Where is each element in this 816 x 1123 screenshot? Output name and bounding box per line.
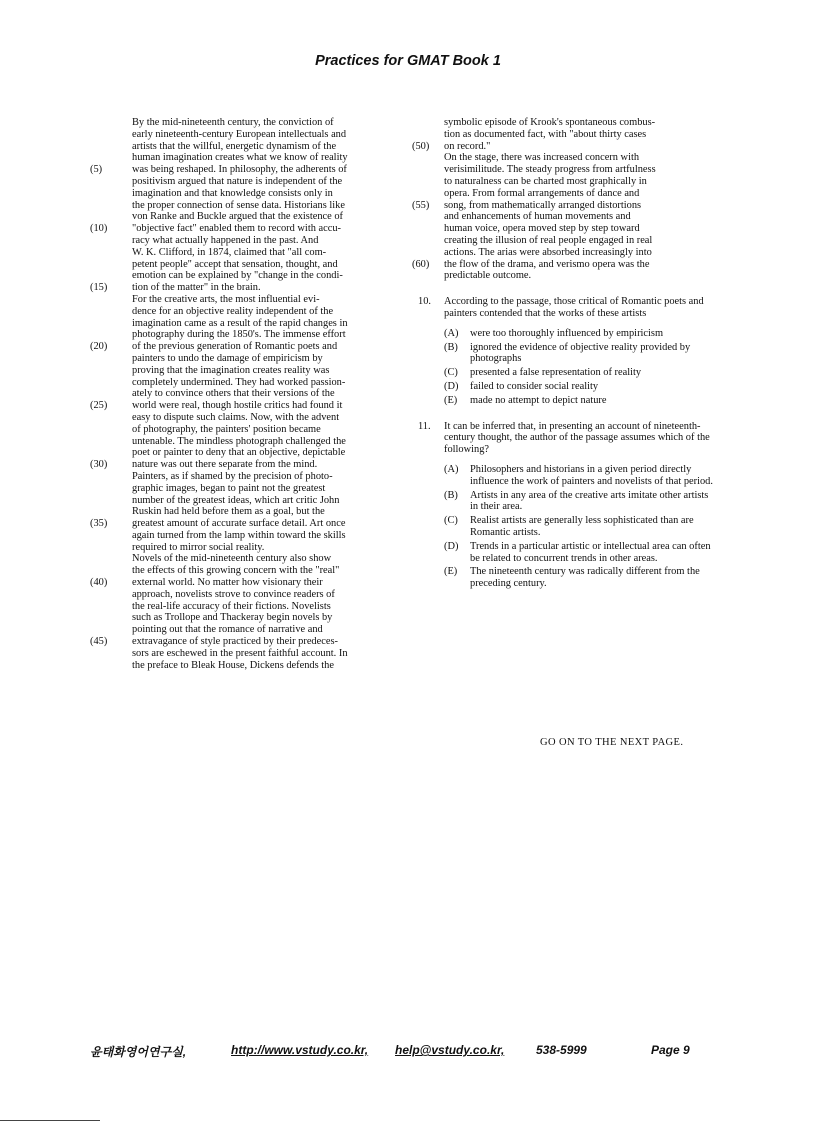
answer-option[interactable] [444, 395, 717, 407]
line-text: verisimilitude. The steady progress from artfulness [444, 164, 656, 176]
passage-line [90, 506, 390, 518]
line-text: painters to undo the damage of empiricism by [132, 352, 323, 364]
passage-line [90, 294, 390, 306]
passage-line [90, 483, 390, 495]
line-number: (60) [412, 258, 430, 270]
option-text: The nineteenth century was radically different from the preceding century. [470, 566, 700, 590]
line-text: symbolic episode of Krook's spontaneous combus- [444, 117, 656, 128]
line-text: again turned from the lamp within toward the skills [132, 529, 346, 541]
line-text: untenable. The mindless photograph challenged the [132, 435, 346, 447]
passage-line [90, 612, 390, 624]
line-number: (55) [412, 199, 430, 211]
passage-line [90, 400, 390, 412]
passage-line [412, 117, 717, 129]
question-10 [412, 296, 717, 406]
line-number: (40) [90, 577, 108, 589]
line-text: was being reshaped. In philosophy, the adherents of [132, 164, 347, 176]
passage-line [90, 176, 390, 188]
line-text: extravagance of style practiced by their predeces- [132, 636, 338, 648]
question-11 [412, 421, 717, 590]
passage-right-column [412, 117, 717, 590]
passage-line [90, 565, 390, 577]
passage-line [412, 223, 717, 235]
option-letter: (E) [444, 566, 458, 578]
option-letter: (C) [444, 515, 458, 527]
question-number: 11. [418, 420, 431, 432]
passage-line [90, 377, 390, 389]
line-text: nature was out there separate from the mind. [132, 459, 318, 471]
line-text: ately to convince others that their versions of the [132, 388, 335, 400]
passage-line [412, 164, 717, 176]
line-text: pointing out that the romance of narrative and [132, 624, 323, 636]
line-text: number of the greatest ideas, which art critic John [132, 494, 340, 506]
passage-line [90, 589, 390, 601]
passage-line [90, 518, 390, 530]
line-text: such as Trollope and Thackeray begin novels by [132, 612, 333, 624]
passage-line [90, 141, 390, 153]
question-stem: According to the passage, those critical of Romantic poets and painters contended that the works of these artists [444, 296, 704, 319]
option-text: failed to consider social reality [470, 380, 599, 392]
line-text: petent people" accept that sensation, thought, and [132, 258, 338, 270]
passage-line [412, 259, 717, 271]
go-on-notice: GO ON TO THE NEXT PAGE. [540, 737, 684, 748]
answer-option[interactable] [444, 342, 717, 366]
option-text: Realist artists are generally less sophisticated than are Romantic artists. [470, 515, 694, 538]
line-text: Ruskin had held before them as a goal, but the [132, 506, 325, 518]
footer-email-link[interactable]: help@vstudy.co.kr, [395, 1043, 505, 1057]
passage-line [90, 282, 390, 294]
line-text: imagination came as a result of the rapid changes in [132, 317, 348, 329]
option-letter: (C) [444, 367, 458, 379]
line-text: By the mid-nineteenth century, the conviction of [132, 117, 334, 128]
answer-option[interactable] [444, 541, 717, 565]
line-text: the proper connection of sense data. Historians like [132, 199, 345, 211]
line-text: human imagination creates what we know of reality [132, 152, 348, 164]
passage-line [90, 306, 390, 318]
line-text: poet or painter to deny that an objective, depictable [132, 447, 346, 459]
option-text: presented a false representation of reality [470, 367, 642, 379]
footer-phone: 538-5999 [536, 1043, 587, 1057]
answer-option[interactable] [444, 464, 717, 488]
passage-line [412, 176, 717, 188]
passage-line [90, 164, 390, 176]
line-text: W. K. Clifford, in 1874, claimed that "all com- [132, 246, 327, 258]
passage-line [90, 152, 390, 164]
option-letter: (A) [444, 463, 459, 475]
line-text: human voice, opera moved step by step toward [444, 223, 640, 235]
option-letter: (B) [444, 341, 458, 353]
answer-option[interactable] [444, 381, 717, 393]
passage-line [90, 117, 390, 129]
option-text: Philosophers and historians in a given period directly influence the work of painters and novelists of that period. [470, 463, 713, 487]
option-text: were too thoroughly influenced by empiricism [470, 327, 664, 339]
passage-line [90, 601, 390, 613]
line-number: (25) [90, 400, 108, 412]
option-text: ignored the evidence of objective reality provided by photographs [470, 341, 691, 365]
line-text: to naturalness can be charted most graphically in [444, 175, 647, 187]
passage-line [90, 259, 390, 271]
line-text: emotion can be explained by "change in the condi- [132, 270, 343, 282]
answer-option[interactable] [444, 515, 717, 539]
passage-line [90, 542, 390, 554]
line-text: of photography, the painters' position became [132, 423, 321, 435]
passage-line [90, 353, 390, 365]
option-letter: (D) [444, 380, 459, 392]
passage-line [90, 329, 390, 341]
line-text: sors are eschewed in the present faithful account. In [132, 647, 348, 659]
line-text: tion as documented fact, with "about thirty cases [444, 128, 647, 140]
passage-line [412, 211, 717, 223]
line-text: positivism argued that nature is independent of the [132, 175, 343, 187]
passage-line [90, 577, 390, 589]
passage-line [90, 636, 390, 648]
option-text: Artists in any area of the creative arts imitate other artists in their area. [470, 489, 709, 513]
line-text: song, from mathematically arranged distortions [444, 199, 642, 211]
footer-publisher: 윤태화영어연구실, [90, 1045, 187, 1059]
line-text: world were real, though hostile critics had found it [132, 400, 343, 412]
passage-line [90, 318, 390, 330]
line-text: required to mirror social reality. [132, 541, 265, 553]
line-text: opera. From formal arrangements of dance and [444, 187, 640, 199]
passage-line [90, 223, 390, 235]
line-text: "objective fact" enabled them to record with accu- [132, 223, 341, 235]
line-text: von Ranke and Buckle argued that the existence of [132, 211, 344, 223]
answer-option[interactable] [444, 566, 717, 590]
passage-line [90, 471, 390, 483]
line-number: (50) [412, 140, 430, 152]
answer-option[interactable] [444, 328, 717, 340]
passage-line [90, 341, 390, 353]
line-number: (30) [90, 459, 108, 471]
option-letter: (D) [444, 540, 459, 552]
passage-line [412, 129, 717, 141]
passage-line [412, 141, 717, 153]
passage-line [90, 235, 390, 247]
line-text: actions. The arias were absorbed increasingly into [444, 246, 652, 258]
line-text: predictable outcome. [444, 270, 532, 282]
line-text: artists that the willful, energetic dynamism of the [132, 140, 337, 152]
line-text: imagination and that knowledge consists only in [132, 187, 333, 199]
line-text: photography during the 1850's. The immense effort [132, 329, 346, 341]
passage-line [90, 459, 390, 471]
line-text: greatest amount of accurate surface detail. Art once [132, 518, 346, 530]
line-text: creating the illusion of real people engaged in real [444, 234, 653, 246]
passage-line [90, 530, 390, 542]
questions [412, 296, 717, 590]
passage-line [412, 188, 717, 200]
passage-line [412, 235, 717, 247]
line-text: the preface to Bleak House, Dickens defends the [132, 659, 334, 671]
line-text: external world. No matter how visionary their [132, 577, 323, 589]
passage-line [90, 553, 390, 565]
passage-line [412, 200, 717, 212]
option-letter: (E) [444, 394, 458, 406]
bottom-rule [0, 1120, 100, 1121]
line-text: Painters, as if shamed by the precision of photo- [132, 470, 333, 482]
passage-line [412, 247, 717, 259]
answer-option[interactable] [444, 490, 717, 514]
passage-line [90, 412, 390, 424]
question-stem: It can be inferred that, in presenting an account of nineteenth-century thought, the author of the passage assumes which of the following? [444, 420, 710, 456]
passage-line [90, 495, 390, 507]
line-text: racy what actually happened in the past. And [132, 234, 319, 246]
passage-line [90, 624, 390, 636]
passage-line [412, 270, 717, 282]
option-text: Trends in a particular artistic or intellectual area can often be related to concurrent trends in other areas. [470, 540, 711, 564]
passage-line [90, 365, 390, 377]
line-text: Novels of the mid-nineteenth century also show [132, 553, 332, 565]
passage-line [90, 436, 390, 448]
passage-line [90, 648, 390, 660]
line-number: (15) [90, 282, 108, 294]
passage-line [90, 424, 390, 436]
line-number: (35) [90, 518, 108, 530]
line-text: of the previous generation of Romantic poets and [132, 341, 338, 353]
line-text: dence for an objective reality independent of the [132, 305, 334, 317]
line-text: the real-life accuracy of their fictions. Novelists [132, 600, 331, 612]
line-number: (45) [90, 636, 108, 648]
passage-line [90, 211, 390, 223]
page-title: Practices for GMAT Book 1 [315, 53, 501, 69]
line-number: (20) [90, 341, 108, 353]
passage-left-column [90, 117, 390, 671]
line-text: graphic images, began to paint not the greatest [132, 482, 326, 494]
passage-line [412, 152, 717, 164]
passage-line [90, 388, 390, 400]
passage-line [90, 270, 390, 282]
line-text: the effects of this growing concern with the "real" [132, 565, 340, 577]
line-text: proving that the imagination creates reality was [132, 364, 330, 376]
passage-line [90, 447, 390, 459]
line-number: (10) [90, 223, 108, 235]
passage-line [90, 129, 390, 141]
answer-option[interactable] [444, 367, 717, 379]
line-text: and enhancements of human movements and [444, 211, 631, 223]
passage-right-lines [412, 117, 717, 282]
footer-website-link[interactable]: http://www.vstudy.co.kr, [231, 1043, 369, 1057]
line-text: approach, novelists strove to convince readers of [132, 588, 335, 600]
passage-line [90, 660, 390, 672]
line-text: early nineteenth-century European intellectuals and [132, 128, 347, 140]
passage-line [90, 188, 390, 200]
line-text: tion of the matter" in the brain. [132, 282, 261, 294]
option-text: made no attempt to depict nature [470, 394, 607, 406]
line-text: on record." [444, 140, 491, 152]
option-letter: (B) [444, 489, 458, 501]
line-text: On the stage, there was increased concern with [444, 152, 640, 164]
line-text: the flow of the drama, and verismo opera was the [444, 258, 650, 270]
question-number: 10. [418, 296, 431, 308]
line-text: For the creative arts, the most influential evi- [132, 293, 320, 305]
passage-line [90, 247, 390, 259]
option-letter: (A) [444, 327, 459, 339]
line-text: easy to dispute such claims. Now, with the advent [132, 411, 340, 423]
passage-line [90, 200, 390, 212]
line-number: (5) [90, 164, 103, 176]
line-text: completely undermined. They had worked passion- [132, 376, 346, 388]
footer-page-number: Page 9 [651, 1043, 690, 1057]
